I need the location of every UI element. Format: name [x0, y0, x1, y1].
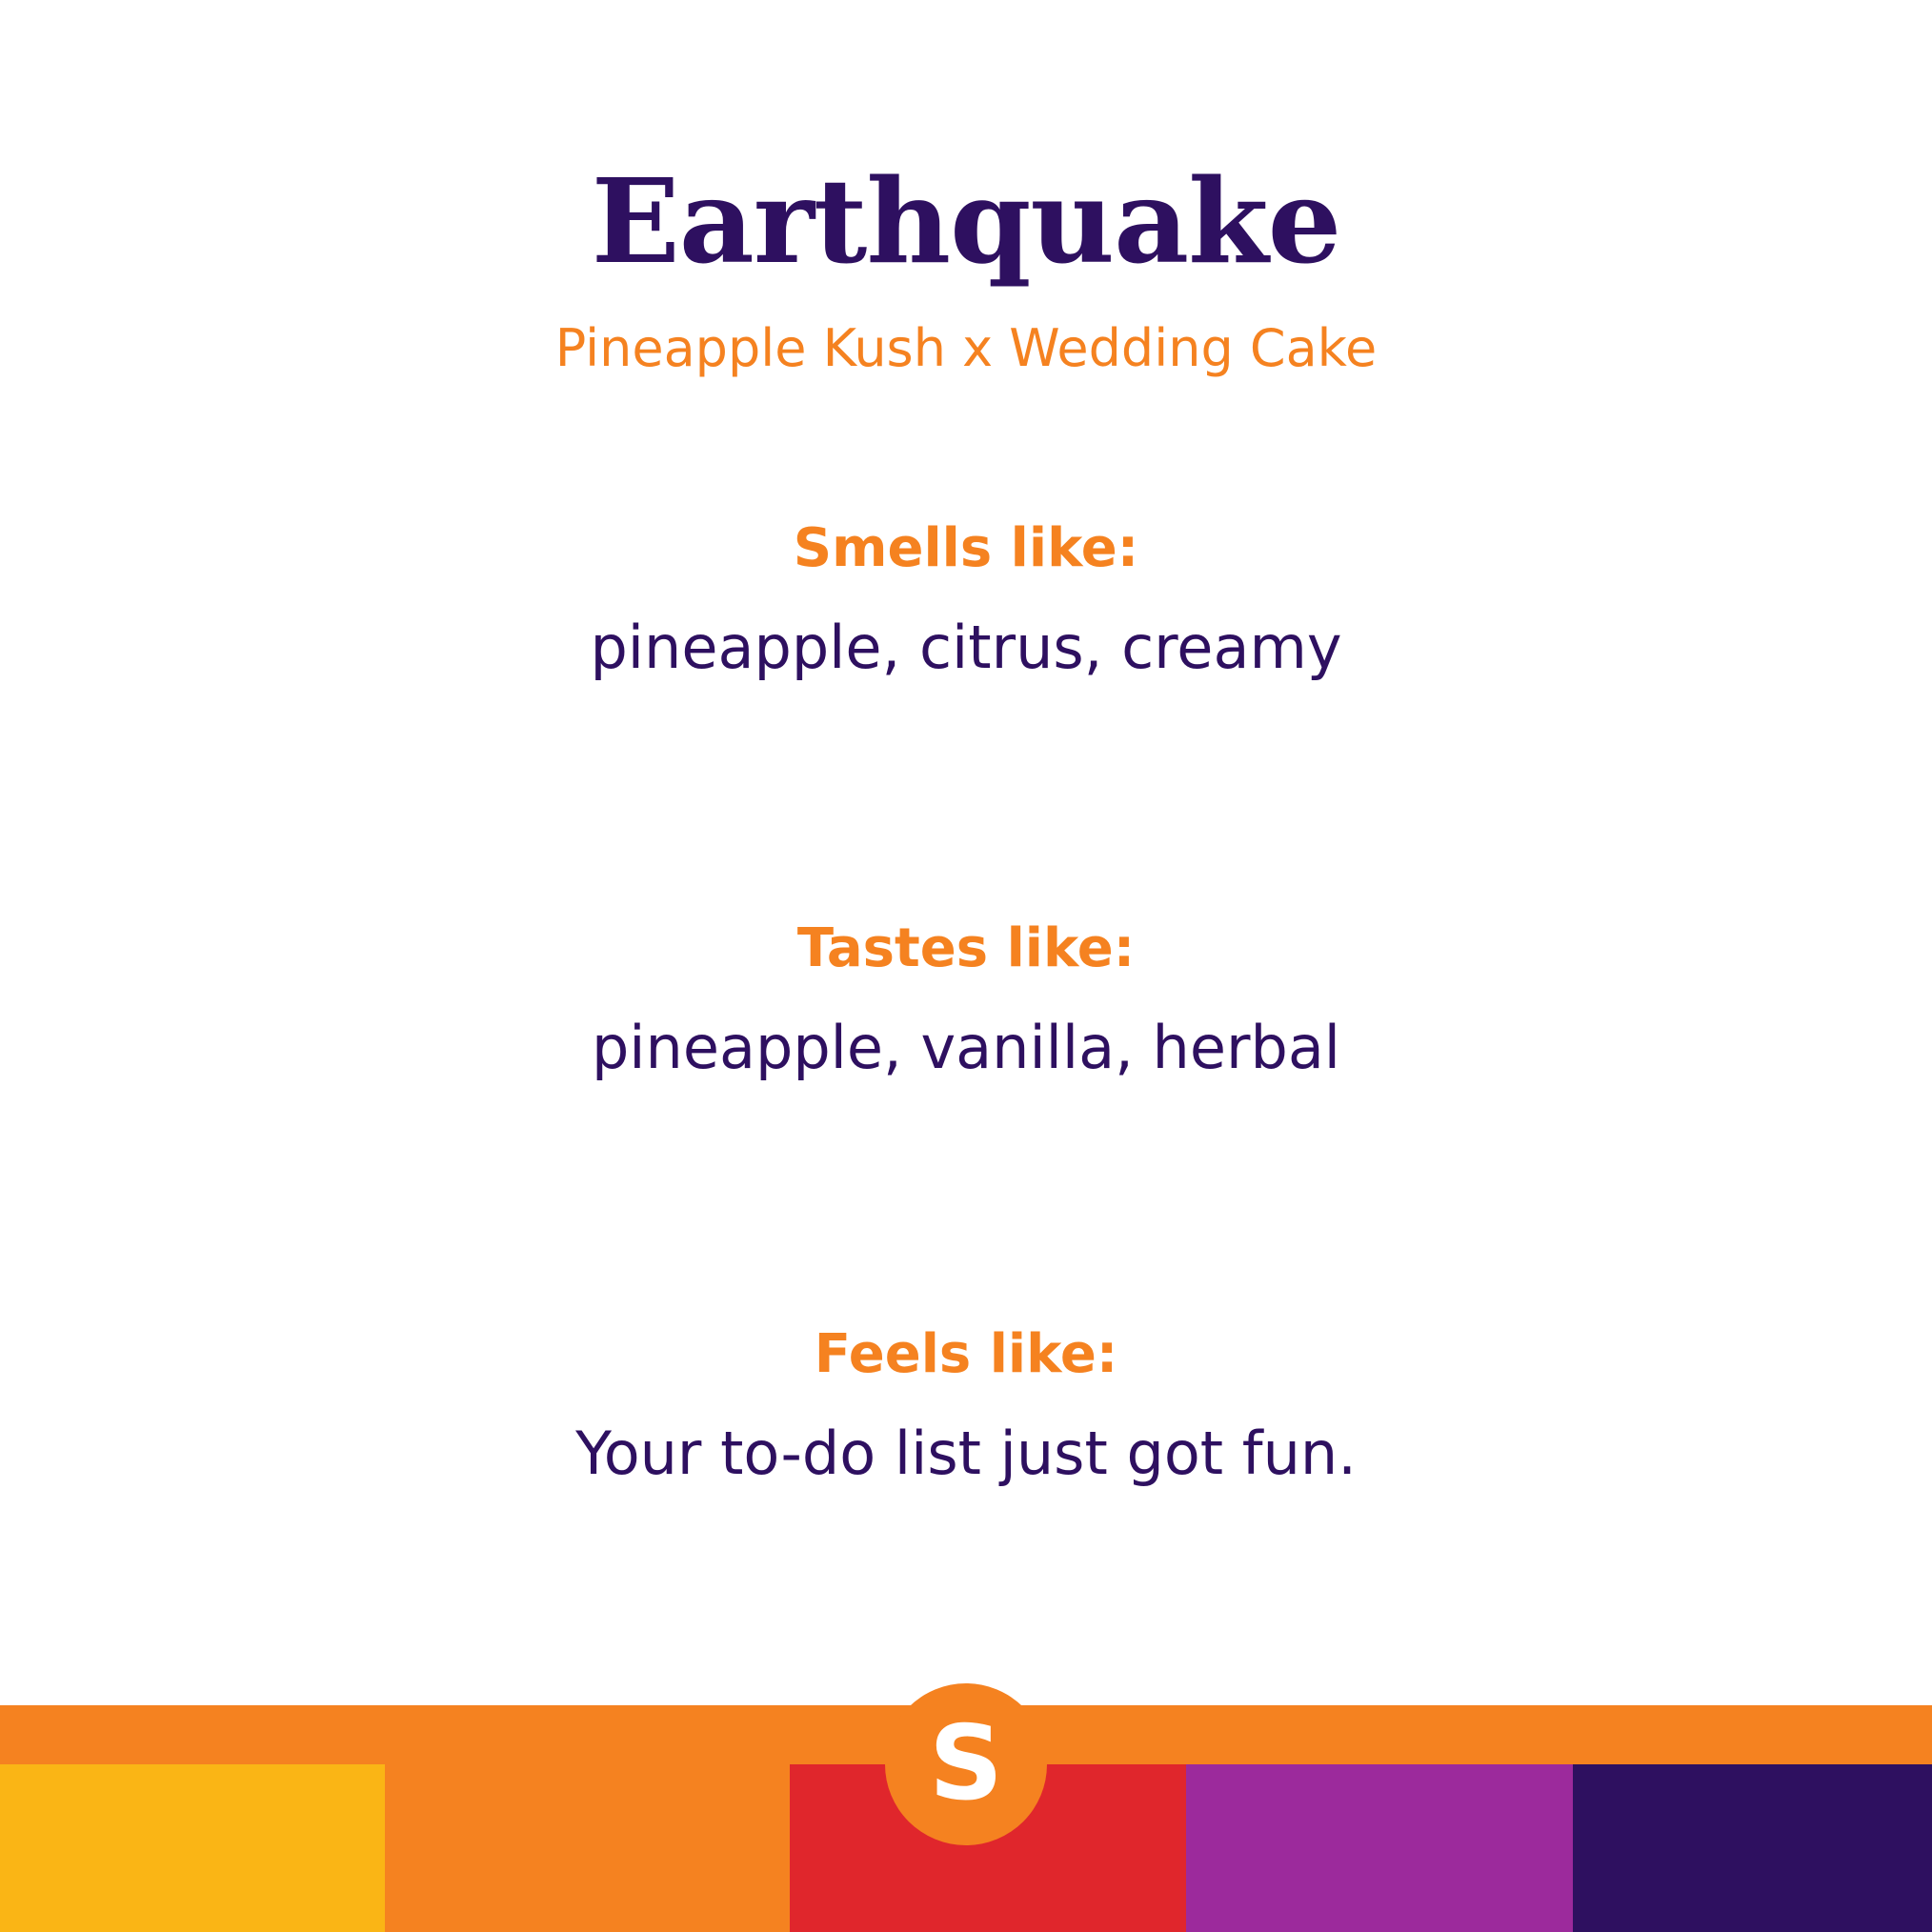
section-smells-like [0, 380, 1932, 685]
section-label-smells: Smells like: [793, 516, 1139, 579]
swatch-orange [385, 1764, 791, 1932]
strain-lineage: Pineapple Kush x Wedding Cake [554, 318, 1378, 379]
brand-logo-badge: S [885, 1683, 1047, 1845]
section-value-feels: Your to-do list just got fun. [575, 1419, 1357, 1489]
section-label-tastes: Tastes like: [796, 916, 1136, 979]
page-title: Earthquake [591, 152, 1341, 290]
section-feels-like [0, 1084, 1932, 1491]
section-tastes-like [0, 685, 1932, 1085]
section-label-feels: Feels like: [814, 1323, 1118, 1386]
swatch-magenta [1186, 1764, 1573, 1932]
swatch-yellow [0, 1764, 385, 1932]
section-value-smells: pineapple, citrus, creamy [590, 613, 1342, 683]
footer-color-band [0, 1705, 1932, 1932]
swatch-deep-purple [1573, 1764, 1932, 1932]
section-value-tastes: pineapple, vanilla, herbal [591, 1012, 1341, 1082]
